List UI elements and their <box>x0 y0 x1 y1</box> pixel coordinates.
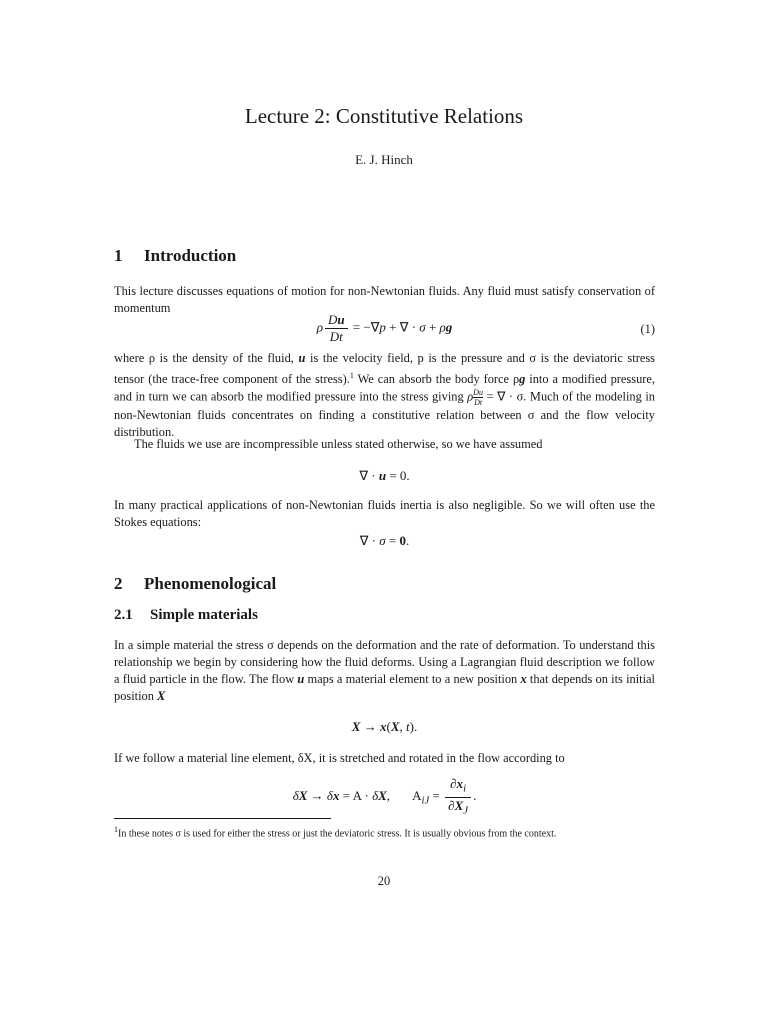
footnote-rule <box>114 818 331 819</box>
para-text: = ∇ · σ. Much of the modeling in non-Newtonian fluids concentrates on finding a constitutive relation between σ and the flow velocity distribution. <box>114 389 655 440</box>
intro-paragraph-1: This lecture discusses equations of motion for non-Newtonian fluids. Any fluid must satisfy conservation of momentum <box>114 284 655 315</box>
page-number: 20 <box>377 874 391 888</box>
section-title: Introduction <box>144 246 237 265</box>
section-number: 1 <box>114 246 123 265</box>
para-text: into a modified pressure, and in turn we can absorb the modified pressure into the stress giving <box>114 372 655 404</box>
subsection-2-1-heading <box>114 607 258 624</box>
section-1-heading <box>114 246 236 266</box>
footnote <box>114 822 655 841</box>
para-text: We can absorb the body force ρ <box>357 372 520 387</box>
equation-incompressible: ∇ · u = 0. <box>359 468 410 483</box>
para-text: maps a material element to a new position <box>307 672 518 686</box>
para-text: that depends on its initial position <box>114 672 655 703</box>
simple-materials-paragraph-2: If we follow a material line element, δX, it is stretched and rotated in the flow according to <box>114 751 565 765</box>
subsection-title: Simple materials <box>150 607 258 623</box>
section-2-heading <box>114 574 276 594</box>
section-number: 2 <box>114 574 123 593</box>
equation-number: (1) <box>640 322 655 336</box>
intro-paragraph-3: The fluids we use are incompressible unless stated otherwise, so we have assumed <box>134 437 543 451</box>
simple-materials-paragraph-1: In a simple material the stress σ depends on the deformation and the rate of deformation. To understand this relationship we begin by considering how the fluid deforms. Using a Lagrangian fluid description we follow a fluid particle in the flow. The flow u maps a material element to a new position x that depends on its initial position X <box>114 638 655 703</box>
para-text: where ρ is the density of the fluid, <box>114 351 294 365</box>
equation-stokes: ∇ · σ = 0. <box>359 533 410 548</box>
author: E. J. Hinch <box>355 152 413 167</box>
intro-paragraph-2: where ρ is the density of the fluid, u is the velocity field, p is the pressure and σ is the deviatoric stress tensor (the trace-free component of the stress).$^1$ We can absorb the body force ρg into a modified pressure, and in turn we can absorb the modified pressure into the stress giving ρ $\frac{Du}{Dt}$ = ∇ · σ. Much of the modeling in non-Newtonian fluids concentrates on finding a constitutive relation between σ and the flow velocity distribution. <box>114 351 655 440</box>
section-title: Phenomenological <box>144 574 277 593</box>
footnote-mark: 1 <box>114 825 118 834</box>
equation-momentum: ρ $\frac{Du}{Dt}$ = −∇p + ∇ · σ + ρg <box>316 312 453 344</box>
subsection-number: 2.1 <box>114 607 133 623</box>
para-text: is the velocity field, p is the pressure and σ is the deviatoric stress tensor (the trace-free component of the stress). <box>114 351 655 387</box>
para-text: In a simple material the stress σ depends on the deformation and the rate of deformation. To understand this relationship we begin by considering how the fluid deforms. Using a Lagrangian fluid description we follow a fluid particle in the flow. The flow <box>114 638 655 686</box>
page-title: Lecture 2: Constitutive Relations <box>244 104 524 128</box>
equation-mapping: X → x(X, t). <box>351 719 418 734</box>
intro-paragraph-4: In many practical applications of non-Newtonian fluids inertia is also negligible. So we will often use the Stokes equations: <box>114 498 655 529</box>
equation-line-element: δX → δx = A · δX, $A_{iJ}$ = $\frac{\partial x_i}{\partial X_J}$ . <box>292 776 477 817</box>
footnote-text: In these notes σ is used for either the stress or just the deviatoric stress. It is usually obvious from the context. <box>118 828 557 840</box>
